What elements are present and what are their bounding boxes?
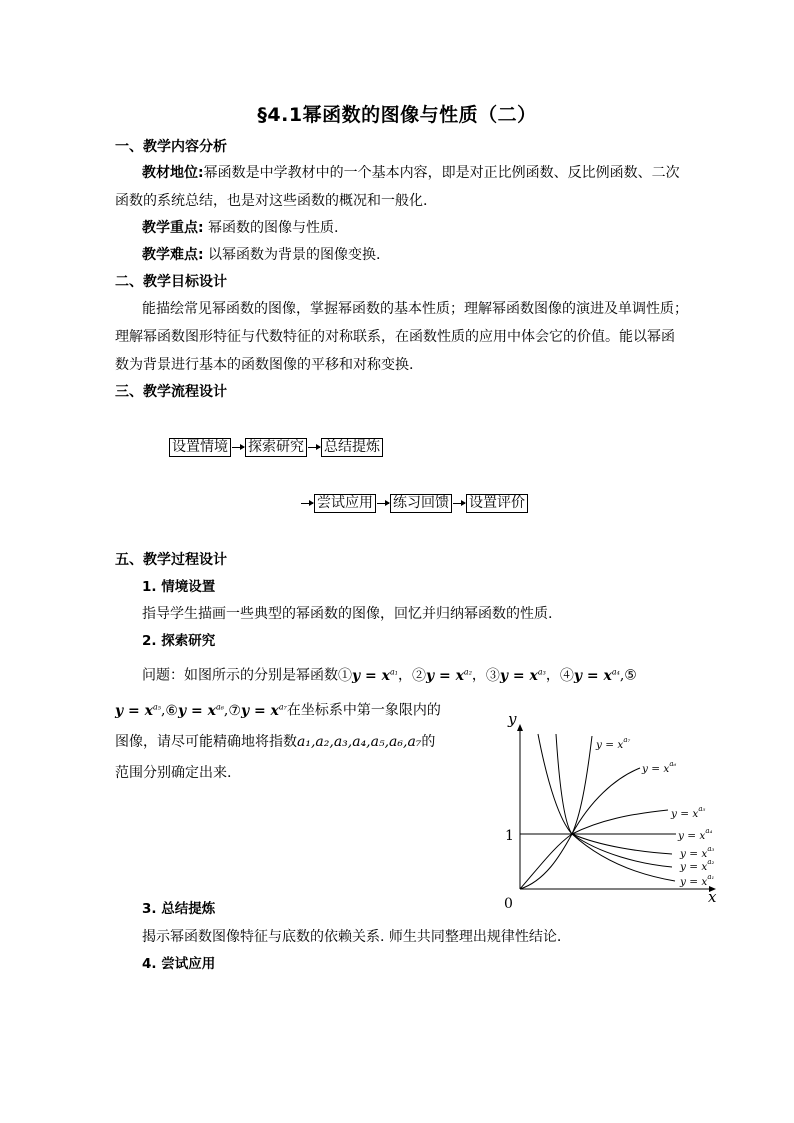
textbook-position-paragraph (142, 163, 680, 183)
func-3: ③y = $x^{a_3}$ (485, 667, 546, 684)
func-5-num: ⑤ (624, 667, 637, 684)
question-line-3: 图像，请尽可能精确地将指数a₁,a₂,a₃,a₄,a₅,a₆,a₇的 (115, 734, 436, 750)
difficulties-line (142, 245, 381, 265)
x-axis-label: x (708, 888, 717, 906)
curve-a6-left (556, 734, 572, 834)
flow-step-summarize: 总结提炼 (321, 438, 383, 457)
step-1-text: 指导学生描画一些典型的幂函数的图像，回忆并归纳幂函数的性质. (142, 606, 553, 622)
textbook-position-text: 幂函数是中学教材中的一个基本内容，即是对正比例函数、反比例函数、二次 (203, 165, 680, 181)
func-7: ⑦y = $x^{a_7}$ (228, 702, 287, 719)
curve-origin-concave (520, 834, 572, 889)
label-a1: $y = x^{a_1}$ (680, 873, 715, 888)
label-a3: $y = x^{a_3}$ (680, 845, 715, 860)
flow-step-setup-situation: 设置情境 (169, 438, 231, 457)
step-3-title: 3. 总结提炼 (142, 901, 216, 917)
curve-a7-right (572, 736, 592, 834)
label-a2: $y = x^{a_2}$ (680, 858, 715, 873)
section-2-heading: 二、教学目标设计 (115, 274, 227, 290)
difficulties-text: 以幂函数为背景的图像变换. (203, 247, 381, 263)
question-line-4: 范围分别确定出来. (115, 765, 232, 781)
flow-arrow-icon (453, 503, 465, 504)
label-a4: $y = x^{a_4}$ (678, 827, 713, 842)
flow-row-1 (169, 438, 383, 457)
goals-line-3: 数为背景进行基本的函数图像的平移和对称变换. (115, 357, 414, 373)
func-5: $y = x^{a_5}$ (115, 702, 161, 719)
label-a5: $y = x^{a_5}$ (671, 805, 706, 820)
question-line-2-tail: 在坐标系中第一象限内的 (286, 702, 441, 719)
func-4: ④y = $x^{a_4}$ (559, 667, 620, 684)
curve-a5 (572, 810, 668, 834)
origin-label: 0 (504, 896, 513, 912)
label-a6: $y = x^{a_6}$ (642, 760, 677, 775)
section-3-heading: 三、教学流程设计 (115, 384, 227, 400)
curve-a2 (572, 834, 672, 867)
page-title: §4.1幂函数的图像与性质（二） (257, 104, 537, 126)
step-4-title: 4. 尝试应用 (142, 956, 216, 972)
flow-step-evaluation: 设置评价 (466, 494, 528, 513)
step-2-title: 2. 探索研究 (142, 633, 216, 649)
section-1-heading: 一、教学内容分析 (115, 139, 227, 155)
flow-step-explore: 探索研究 (245, 438, 307, 457)
textbook-position-continued: 函数的系统总结，也是对这些函数的概况和一般化. (115, 193, 428, 209)
question-line-1: 问题：如图所示的分别是幂函数①y = $x^{a_1}$，②y = $x^{a_2}$，③y = $x^{a_3}$，④y = $x^{a_4},⑤$ (142, 667, 637, 684)
flow-arrow-icon (301, 503, 313, 504)
goals-line-1: 能描绘常见幂函数的图像，掌握幂函数的基本性质；理解幂函数图像的演进及单调性质； (142, 301, 688, 317)
key-points-text: 幂函数的图像与性质. (203, 220, 339, 236)
flow-arrow-icon (308, 447, 320, 448)
difficulties-label: 教学难点: (142, 247, 204, 263)
y-axis-label: y (508, 710, 517, 728)
key-points-label: 教学重点: (142, 220, 204, 236)
curve-origin-convex (520, 834, 572, 889)
section-5-heading: 五、教学过程设计 (115, 552, 227, 568)
func-6: ⑥y = $x^{a_6}$ (165, 702, 224, 719)
power-function-graph (480, 706, 730, 916)
question-prefix: 问题：如图所示的分别是幂函数 (142, 667, 338, 684)
curve-a7 (538, 734, 572, 834)
flow-step-practice-feedback: 练习回馈 (390, 494, 452, 513)
textbook-position-label: 教材地位: (142, 165, 204, 181)
label-a7: $y = x^{a_7}$ (596, 736, 631, 751)
flow-step-try-apply: 尝试应用 (314, 494, 376, 513)
curve-a3 (572, 834, 672, 854)
goals-line-2: 理解幂函数图形特征与代数特征的对称联系，在函数性质的应用中体会它的价值。能以幂函 (115, 329, 675, 345)
one-label: 1 (505, 828, 514, 844)
func-2: ②y = $x^{a_2}$ (411, 667, 472, 684)
key-points-line (142, 218, 339, 238)
func-1: ①y = $x^{a_1}$ (338, 667, 398, 684)
flow-arrow-icon (232, 447, 244, 448)
exponent-variables: a₁,a₂,a₃,a₄,a₅,a₆,a₇ (297, 734, 422, 750)
flow-arrow-icon (377, 503, 389, 504)
question-line-2: $y = x^{a_5},⑥y$ = $x^{a_6},⑦y = x^{a_7}$在坐标系中第一象限内的 (115, 702, 441, 719)
step-1-title: 1. 情境设置 (142, 579, 216, 595)
flow-row-2 (300, 494, 528, 513)
y-axis-arrow-icon (517, 724, 523, 731)
step-3-text: 揭示幂函数图像特征与底数的依赖关系. 师生共同整理出规律性结论. (142, 929, 562, 945)
